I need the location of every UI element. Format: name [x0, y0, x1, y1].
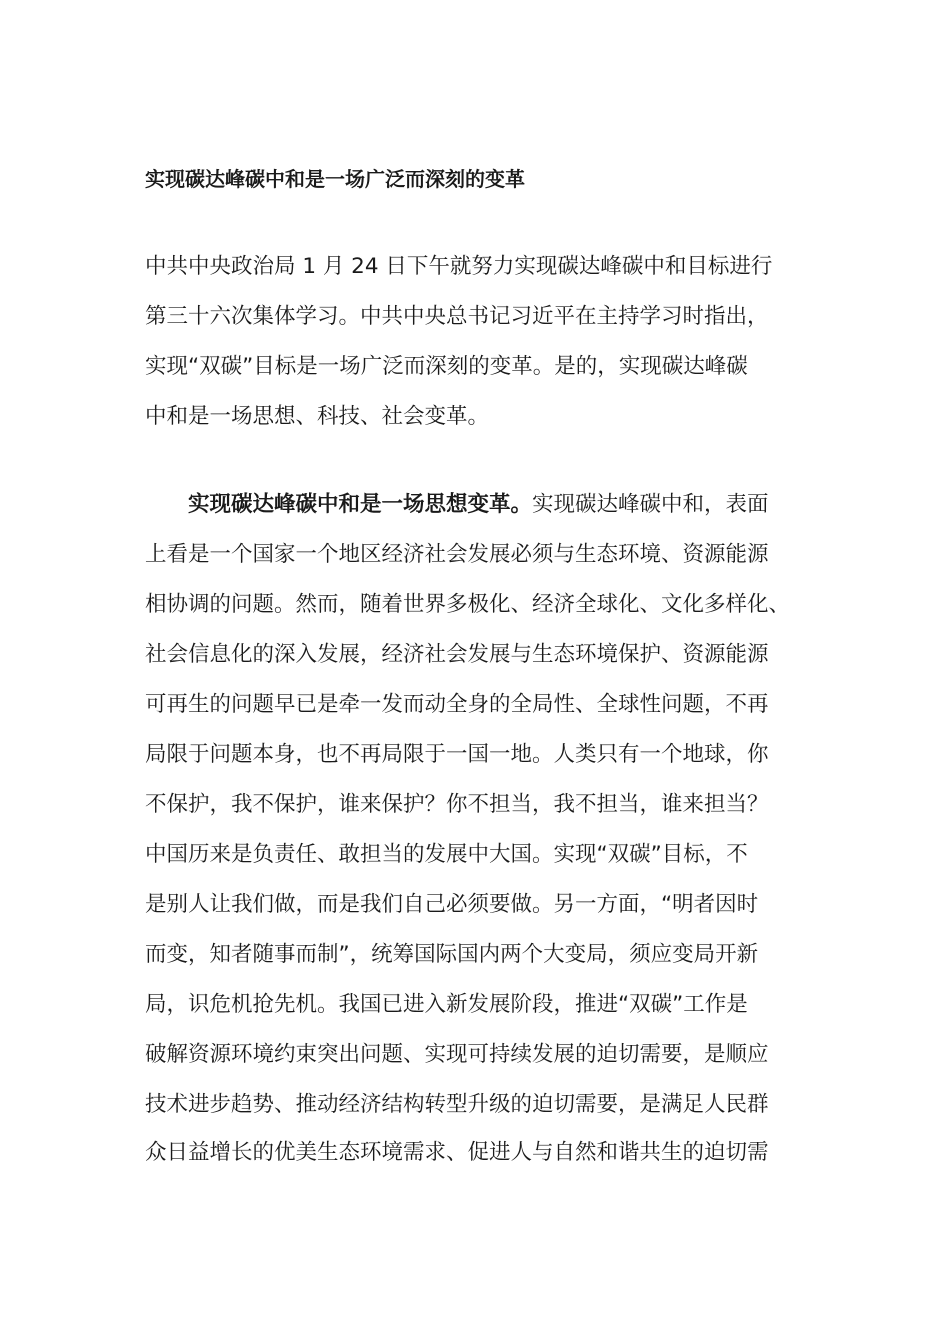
- body-line: 众日益增长的优美生态环境需求、促进人与自然和谐共生的迫切需: [145, 1140, 769, 1165]
- body-line: 上看是一个国家一个地区经济社会发展必须与生态环境、资源能源: [145, 542, 769, 567]
- body-line: 局，识危机抢先机。我国已进入新发展阶段，推进“双碳”工作是: [145, 992, 748, 1017]
- body-line: 可再生的问题早已是牵一发而动全身的全局性、全球性问题，不再: [145, 692, 769, 717]
- document-title: 实现碳达峰碳中和是一场广泛而深刻的变革: [145, 167, 525, 191]
- body-line: 中国历来是负责任、敢担当的发展中大国。实现“双碳”目标，不: [145, 842, 748, 867]
- intro-line: 中和是一场思想、科技、社会变革。: [145, 404, 490, 429]
- body-line: 破解资源环境约束突出问题、实现可持续发展的迫切需要，是顺应: [145, 1042, 769, 1067]
- body-line: 而变，知者随事而制”，统筹国际国内两个大变局，须应变局开新: [145, 942, 759, 967]
- section1-first-line-rest: 实现碳达峰碳中和，表面: [532, 492, 769, 517]
- body-line: 局限于问题本身，也不再局限于一国一地。人类只有一个地球，你: [145, 742, 769, 767]
- section1-lead: 实现碳达峰碳中和是一场思想变革。: [188, 492, 533, 517]
- intro-line: 实现“双碳”目标是一场广泛而深刻的变革。是的，实现碳达峰碳: [145, 354, 748, 379]
- body-line: 技术进步趋势、推动经济结构转型升级的迫切需要，是满足人民群: [145, 1092, 769, 1117]
- body-line: 是别人让我们做，而是我们自己必须要做。另一方面，“明者因时: [145, 892, 759, 917]
- body-line: 相协调的问题。然而，随着世界多极化、经济全球化、文化多样化、: [145, 592, 791, 617]
- body-line: 不保护，我不保护，谁来保护？你不担当，我不担当，谁来担当？: [145, 792, 769, 817]
- intro-line: 中共中央政治局 1 月 24 日下午就努力实现碳达峰碳中和目标进行: [145, 254, 773, 279]
- intro-line: 第三十六次集体学习。中共中央总书记习近平在主持学习时指出，: [145, 304, 769, 329]
- section1-first-line: [188, 490, 850, 520]
- body-line: 社会信息化的深入发展，经济社会发展与生态环境保护、资源能源: [145, 642, 769, 667]
